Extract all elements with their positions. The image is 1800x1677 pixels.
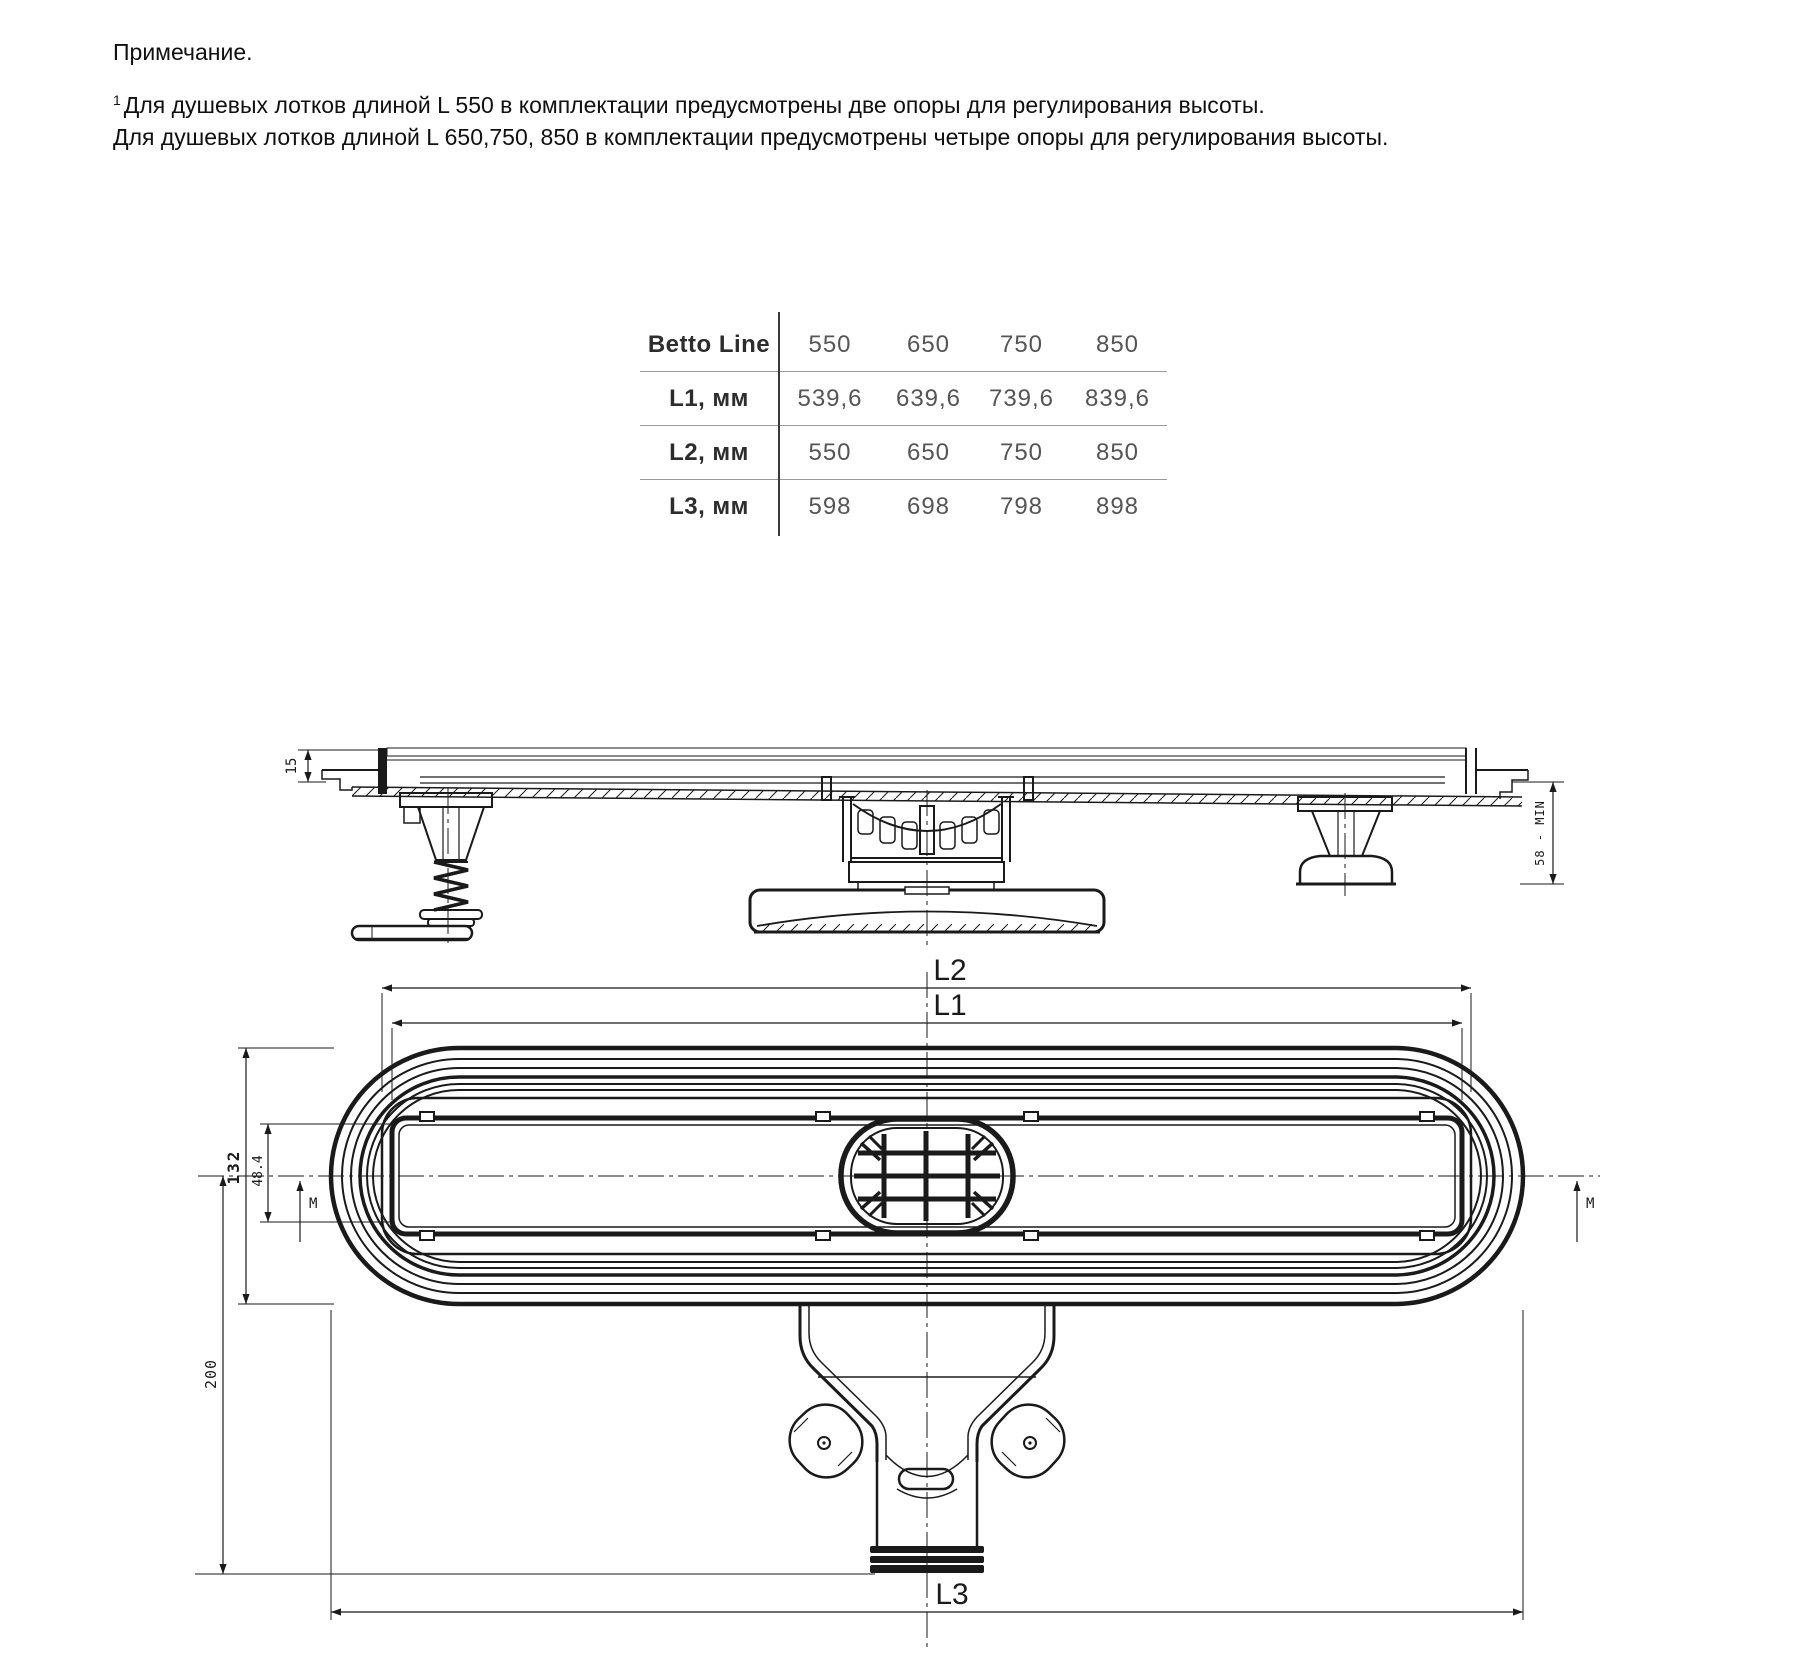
table-cell: 898	[1095, 493, 1140, 520]
dim-label-m-right: M	[1586, 1196, 1595, 1212]
table-cell: 739,6	[988, 385, 1055, 412]
marker-m-left	[300, 1181, 317, 1242]
table-size-header: 850	[1095, 331, 1140, 358]
row-label: L2, мм	[669, 439, 749, 466]
dim-label-l1: L1	[933, 989, 967, 1022]
table-cell: 839,6	[1084, 385, 1151, 412]
dim-label-l2: L2	[933, 954, 967, 987]
dim-label-body-width: 132	[224, 1149, 243, 1185]
note-footnote-line-1: $^1$ Для душевых лотков длиной L 550 в комплектации предусмотрены две опоры для регулирования высоты.	[113, 92, 1265, 118]
table-cell: 639,6	[895, 385, 962, 412]
side-view-left-leg	[352, 788, 492, 948]
table-cell: 750	[999, 439, 1044, 466]
table-cell: 539,6	[797, 385, 863, 412]
note-footnote-line-2: Для душевых лотков длиной L 650,750, 850 в комплектации предусмотрены четыре опоры для регулирования высоты.	[113, 124, 1389, 150]
table-cell: 650	[906, 439, 951, 466]
row-label: L3, мм	[669, 493, 749, 520]
side-view-drawing	[284, 748, 1564, 948]
dim-label-opening-width: 48.4	[251, 1155, 266, 1187]
dim-label-l3: L3	[935, 1578, 969, 1611]
table-cell: 598	[808, 493, 852, 520]
marker-m-right	[1577, 1181, 1594, 1242]
row-label: L1, мм	[669, 385, 749, 412]
table-size-header: 750	[999, 331, 1044, 358]
dim-label-outlet-offset: 200	[202, 1358, 220, 1390]
note-title: Примечание.	[113, 39, 253, 65]
table-cell: 798	[999, 493, 1044, 520]
table-cell: 850	[1095, 439, 1140, 466]
dim-label-m-left: M	[309, 1196, 318, 1212]
plan-view-drawing	[195, 954, 1600, 1650]
side-view-right-leg	[1296, 793, 1396, 896]
side-view-drain-trap	[750, 790, 1104, 948]
table-size-header: 650	[906, 331, 951, 358]
footnote-marker: 1	[113, 92, 121, 108]
table-cell: 550	[808, 439, 852, 466]
table-product-header: Betto Line	[647, 331, 771, 358]
table-cell: 698	[906, 493, 951, 520]
dim-label-frame-height: 15	[284, 757, 300, 775]
dim-frame-height	[284, 750, 380, 782]
dim-label-min-height: 58 - MIN	[1533, 800, 1547, 866]
table-size-header: 550	[808, 331, 852, 358]
